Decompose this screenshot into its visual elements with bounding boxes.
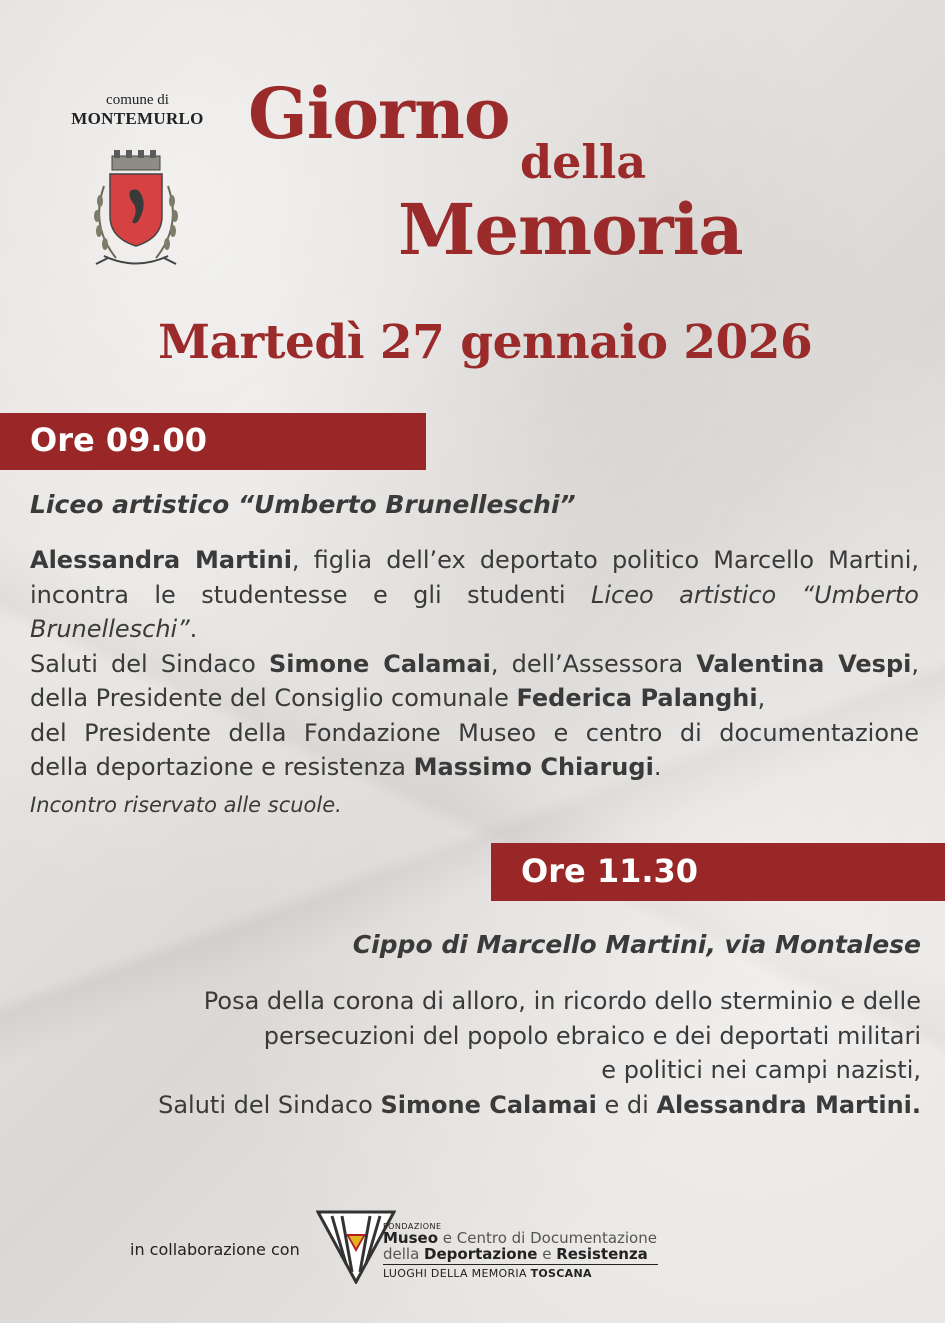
montemurlo-crest-icon: [86, 146, 186, 276]
event1-line-2: incontra le studentesse e gli studenti Liceo artistico “Umberto: [30, 580, 919, 609]
title-memoria: Memoria: [398, 188, 743, 271]
time-band-2: [491, 843, 945, 901]
event1-line-1: Alessandra Martini, figlia dell’ex deportato politico Marcello Martini,: [30, 546, 919, 574]
mayor-name: Simone Calamai: [268, 649, 491, 678]
event2-line-4: Saluti del Sindaco Simone Calamai e di Alessandra Martini.: [158, 1090, 921, 1119]
partner-line-3: LUOGHI DELLA MEMORIA TOSCANA: [383, 1267, 592, 1280]
assessora-name: Valentina Vespi: [696, 649, 912, 678]
event1-line-5: della Presidente del Consiglio comunale Federica Palanghi,: [30, 684, 766, 712]
fondazione-president-name: Massimo Chiarugi: [413, 753, 654, 781]
partner-fondazione: FONDAZIONE: [383, 1222, 442, 1231]
time-band-1: [0, 413, 426, 470]
title-della: della: [520, 135, 647, 189]
event1-line-7: della deportazione e resistenza Massimo Chiarugi.: [30, 753, 662, 781]
event1-line-3: Brunelleschi”.: [30, 615, 198, 643]
event1-line-4: Saluti del Sindaco Simone Calamai, dell’Assessora Valentina Vespi,: [30, 649, 920, 678]
event2-description: [61, 984, 921, 1122]
presidente-name: Federica Palanghi: [516, 684, 758, 712]
event1-line-6: del Presidente della Fondazione Museo e centro di documentazione: [30, 718, 919, 747]
mayor-name-2: Simone Calamai: [380, 1090, 597, 1119]
comune-di-text: comune di: [106, 92, 169, 108]
place-1: Liceo artistico “Umberto Brunelleschi”: [30, 490, 576, 519]
comune-label: [60, 92, 215, 129]
comune-name-text: MONTEMURLO: [71, 109, 204, 128]
event-date: Martedì 27 gennaio 2026: [158, 315, 813, 370]
event1-description: [30, 543, 919, 785]
reserved-note: Incontro riservato alle scuole.: [30, 793, 342, 817]
title-giorno: Giorno: [248, 72, 510, 155]
event2-line-1: Posa della corona di alloro, in ricordo dello sterminio e delle: [203, 987, 921, 1015]
partner-line-2: della Deportazione e Resistenza: [383, 1246, 658, 1265]
speaker-name-2: Alessandra Martini.: [656, 1090, 921, 1119]
time-label-2: Ore 11.30: [521, 852, 699, 890]
speaker-name: Alessandra Martini: [30, 546, 292, 574]
event2-line-2: persecuzioni del popolo ebraico e dei deportati militari: [263, 1021, 921, 1050]
event2-line-3: e politici nei campi nazisti,: [601, 1056, 921, 1084]
collaboration-label: in collaborazione con: [130, 1240, 300, 1259]
place-2: Cippo di Marcello Martini, via Montalese: [352, 930, 921, 959]
partner-line-1: Museo e Centro di Documentazione: [383, 1229, 657, 1247]
time-label-1: Ore 09.00: [30, 421, 208, 459]
partner-text: [383, 1222, 658, 1280]
